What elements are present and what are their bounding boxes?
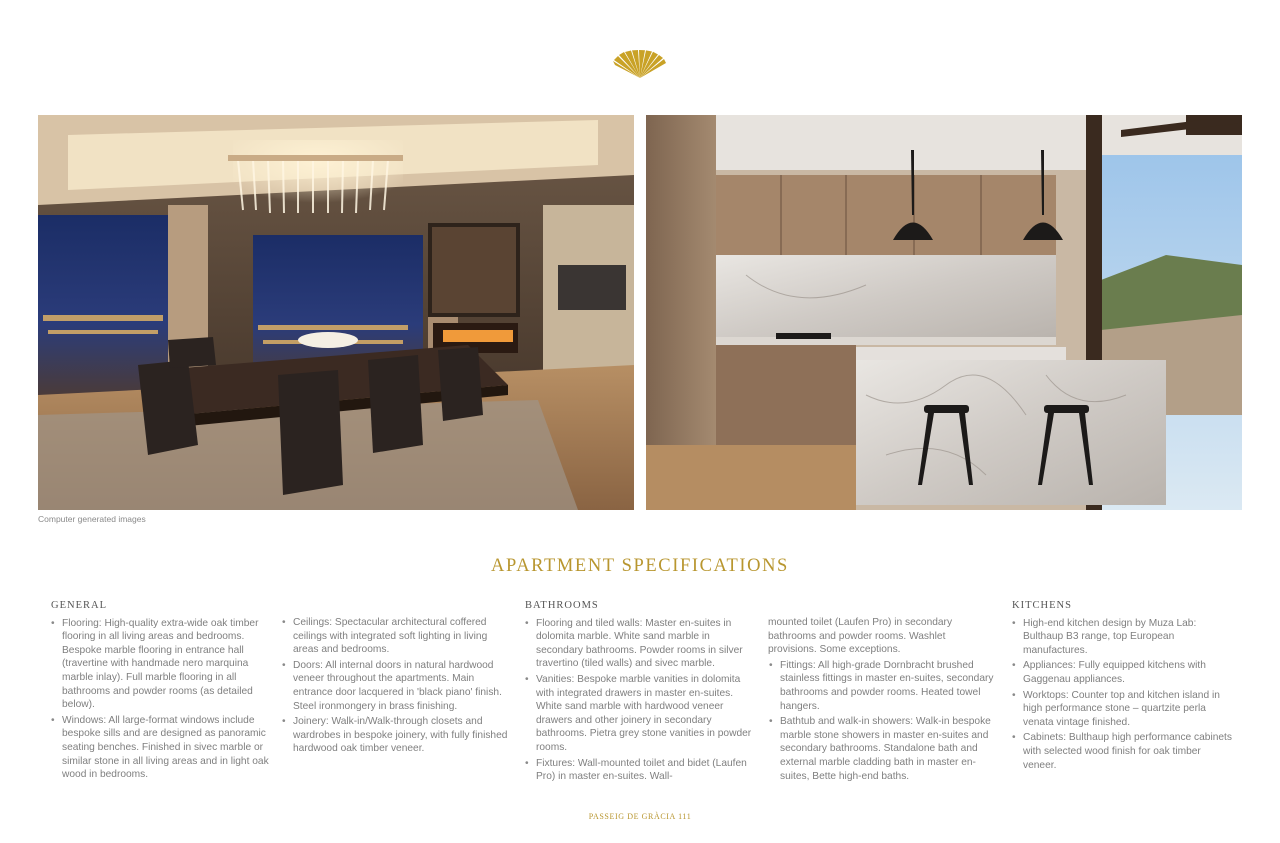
- list-item: • Flooring: High-quality extra-wide oak timber flooring in all living areas and bedrooms. Bespoke marble flooring in entrance hall (travertine with handmade nero marquina marble inlay). Full marble flooring in all bathrooms and powder rooms (as detailed below).: [50, 617, 278, 712]
- kitchen-image: [646, 115, 1242, 510]
- list-item: • Fittings: All high-grade Dornbracht brushed stainless fittings in master en-suites, secondary bathrooms and powder rooms. Heated towel hangers.: [768, 659, 996, 713]
- list-item: • Worktops: Counter top and kitchen island in high performance stone – quartzite perla venata vintage finished.: [1011, 689, 1233, 730]
- general-section: [50, 599, 278, 784]
- bathrooms-title: BATHROOMS: [525, 600, 599, 611]
- general-cont-list: [281, 616, 509, 756]
- page-heading: APARTMENT SPECIFICATIONS: [491, 556, 789, 576]
- list-item: • Vanities: Bespoke marble vanities in dolomita with integrated drawers in master en-suites. White sand marble with hardwood veneer drawers and other joinery in secondary bathrooms. Pietra grey stone vanities in powder rooms.: [524, 673, 752, 755]
- general-list: [50, 617, 278, 782]
- list-item: • Fixtures: Wall-mounted toilet and bidet (Laufen Pro) in master en-suites. Wall-: [524, 757, 752, 784]
- list-item: • Appliances: Fully equipped kitchens with Gaggenau appliances.: [1011, 659, 1233, 686]
- dining-room-image: [38, 115, 634, 510]
- bathrooms-list: [524, 617, 752, 784]
- general-title: GENERAL: [51, 600, 107, 611]
- list-item-continuation: mounted toilet (Laufen Pro) in secondary bathrooms and powder rooms. Washlet provisions. Some exceptions.: [768, 617, 953, 656]
- fan-logo: [612, 50, 668, 80]
- kitchens-list: [1011, 617, 1233, 773]
- page-footer: PASSEIG DE GRÀCIA 111: [588, 812, 692, 821]
- bathrooms-section: [524, 599, 752, 786]
- image-caption: Computer generated images: [38, 514, 146, 524]
- bathrooms-cont-list: [768, 616, 996, 783]
- list-item: • Cabinets: Bulthaup high performance cabinets with selected wood finish for oak timber veneer.: [1011, 731, 1233, 772]
- list-item: • Flooring and tiled walls: Master en-suites in dolomita marble. White sand marble in secondary bathrooms. Powder rooms in silver travertino (tiled walls) and sivec marble.: [524, 617, 752, 671]
- list-item: • Bathtub and walk-in showers: Walk-in bespoke marble stone showers in master en-suites and secondary bathrooms. Standalone bath and external marble cladding bath in master en-suites, Bette high-end baths.: [768, 715, 996, 783]
- list-item: • High-end kitchen design by Muza Lab: Bulthaup B3 range, top European manufactures.: [1011, 617, 1233, 658]
- list-item: • Joinery: Walk-in/Walk-through closets and wardrobes in bespoke joinery, with fully finished hardwood oak timber veneer.: [281, 715, 509, 756]
- general-continued-section: [281, 616, 509, 758]
- list-item: • Windows: All large-format windows include bespoke sills and are designed as panoramic seating benches. Finished in sivec marble or similar stone in all living areas and in light oak wood in bedrooms.: [50, 714, 278, 782]
- kitchens-section: [1011, 599, 1233, 774]
- kitchens-title: KITCHENS: [1012, 600, 1072, 611]
- list-item: • Doors: All internal doors in natural hardwood veneer throughout the apartments. Main entrance door lacquered in 'black piano' finish. Steel ironmongery in brass finishing.: [281, 659, 509, 713]
- bathrooms-continued-section: [768, 616, 996, 785]
- list-item: • Ceilings: Spectacular architectural coffered ceilings with integrated soft lighting in living areas and bedrooms.: [281, 616, 509, 657]
